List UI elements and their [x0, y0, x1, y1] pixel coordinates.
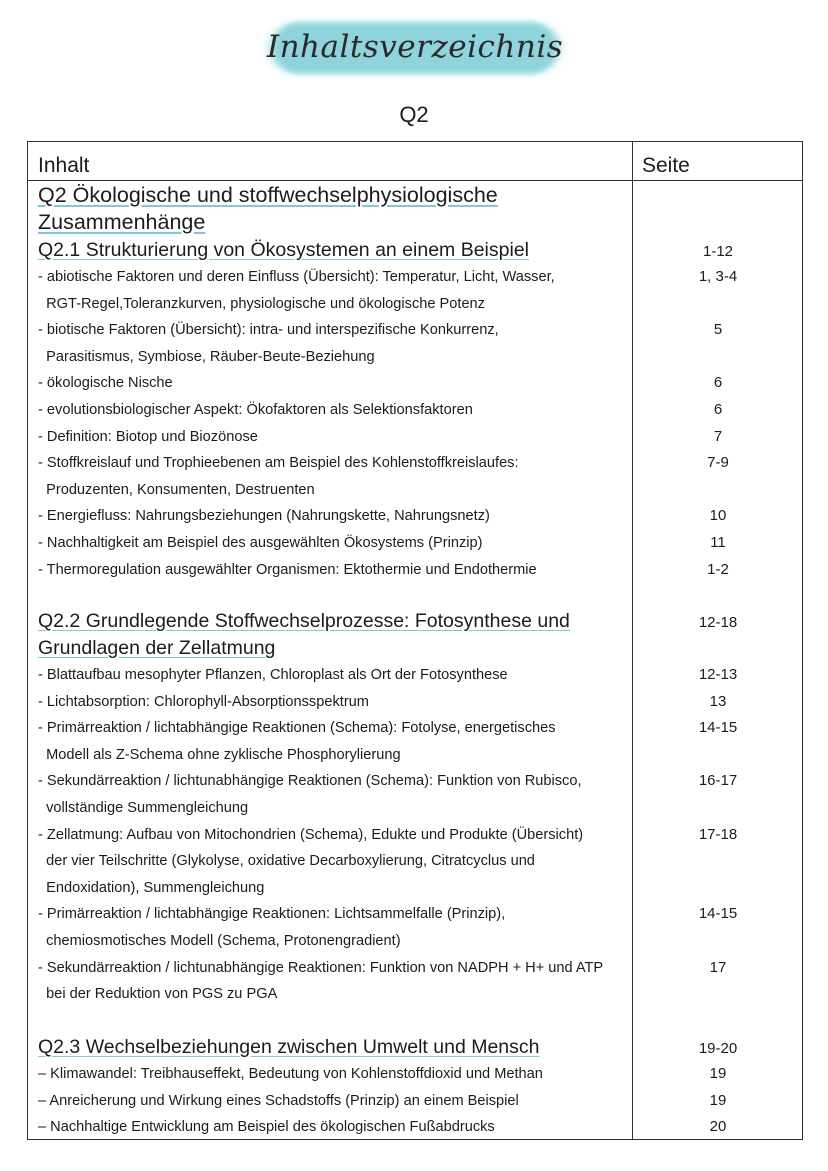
toc-entry: - Sekundärreaktion / lichtunabhängige Reaktionen: Funktion von NADPH + H+ und ATP [38, 959, 604, 976]
entry-page-number: 11 [710, 534, 726, 551]
entry-page-number: 12-13 [698, 666, 738, 683]
header-divider [28, 180, 802, 181]
section-page-number: 19-20 [698, 1040, 738, 1057]
toc-entry: – Nachhaltige Entwicklung am Beispiel des ökologischen Fußabdrucks [38, 1119, 495, 1136]
toc-entry: Endoxidation), Summengleichung [38, 879, 265, 896]
page-subtitle: Q2 [399, 102, 429, 127]
toc-entry: - Primärreaktion / lichtabhängige Reaktionen: Lichtsammelfalle (Prinzip), [38, 906, 506, 923]
toc-entry: - Stoffkreislauf und Trophieebenen am Beispiel des Kohlenstoffkreislaufes: [38, 455, 519, 472]
entry-page-number: 19 [709, 1065, 727, 1082]
toc-entry: - Definition: Biotop und Biozönose [38, 428, 258, 445]
toc-table [27, 141, 803, 1140]
entry-page-number: 1-2 [707, 560, 729, 578]
toc-entry: Parasitismus, Symbiose, Räuber-Beute-Beziehung [38, 348, 375, 365]
main-heading: Zusammenhänge [38, 210, 206, 234]
toc-entry: Produzenten, Konsumenten, Destruenten [38, 481, 315, 498]
entry-page-number: 7-9 [707, 454, 729, 472]
toc-entry: - abiotische Faktoren und deren Einfluss (Übersicht): Temperatur, Licht, Wasser, [38, 269, 555, 285]
entry-page-number: 16-17 [698, 772, 738, 790]
entry-page-number: 6 [713, 374, 723, 392]
toc-entry: - Thermoregulation ausgewählter Organismen: Ektothermie und Endothermie [38, 561, 537, 578]
section-heading: Q2.3 Wechselbeziehungen zwischen Umwelt und Mensch [38, 1036, 540, 1058]
toc-entry: - ökologische Nische [38, 375, 173, 392]
toc-entry: bei der Reduktion von PGS zu PGA [38, 986, 278, 1003]
entry-page-number: 17-18 [698, 825, 738, 843]
section-heading: Q2.1 Strukturierung von Ökosystemen an einem Beispiel [38, 239, 529, 261]
entry-page-number: 20 [709, 1118, 727, 1136]
main-heading: Q2 Ökologische und stoffwechselphysiologische [38, 183, 498, 207]
column-divider [632, 142, 633, 1139]
entry-page-number: 14-15 [698, 905, 738, 923]
toc-entry: vollständige Summengleichung [38, 800, 249, 816]
entry-page-number: 10 [709, 507, 727, 525]
toc-entry: - Nachhaltigkeit am Beispiel des ausgewählten Ökosystems (Prinzip) [38, 535, 483, 551]
section-page-number: 1-12 [702, 243, 734, 260]
toc-entry: - biotische Faktoren (Übersicht): intra- und interspezifische Konkurrenz, [38, 322, 499, 339]
entry-page-number: 6 [713, 401, 723, 418]
header-page: Seite [642, 154, 690, 177]
entry-page-number: 13 [709, 692, 727, 710]
toc-entry: - Lichtabsorption: Chlorophyll-Absorptionsspektrum [38, 693, 369, 710]
toc-entry: – Klimawandel: Treibhauseffekt, Bedeutung von Kohlenstoffdioxid und Methan [38, 1066, 543, 1082]
toc-entry: Modell als Z-Schema ohne zyklische Phosphorylierung [38, 746, 401, 763]
entry-page-number: 1, 3-4 [698, 268, 738, 285]
section-page-number: 12-18 [698, 614, 738, 631]
section-heading: Grundlagen der Zellatmung [38, 637, 276, 659]
entry-page-number: 19 [709, 1091, 727, 1109]
toc-entry: der vier Teilschritte (Glykolyse, oxidative Decarboxylierung, Citratcyclus und [38, 853, 535, 870]
toc-entry: - evolutionsbiologischer Aspekt: Ökofaktoren als Selektionsfaktoren [38, 402, 473, 418]
toc-entry: RGT-Regel,Toleranzkurven, physiologische und ökologische Potenz [38, 295, 485, 312]
toc-entry: - Energiefluss: Nahrungsbeziehungen (Nahrungskette, Nahrungsnetz) [38, 508, 490, 525]
entry-page-number: 5 [713, 321, 723, 339]
entry-page-number: 7 [713, 427, 723, 445]
toc-entry: - Primärreaktion / lichtabhängige Reaktionen (Schema): Fotolyse, energetisches [38, 720, 556, 737]
header-content: Inhalt [38, 154, 90, 177]
toc-entry: - Zellatmung: Aufbau von Mitochondrien (Schema), Edukte und Produkte (Übersicht) [38, 826, 584, 843]
entry-page-number: 17 [709, 958, 727, 976]
toc-entry: chemiosmotisches Modell (Schema, Protonengradient) [38, 933, 401, 949]
section-heading: Q2.2 Grundlegende Stoffwechselprozesse: Fotosynthese und [38, 610, 570, 632]
toc-entry: - Blattaufbau mesophyter Pflanzen, Chloroplast als Ort der Fotosynthese [38, 667, 508, 683]
toc-entry: – Anreicherung und Wirkung eines Schadstoffs (Prinzip) an einem Beispiel [38, 1092, 519, 1109]
title-banner [268, 16, 562, 78]
page-title: Inhaltsverzeichnis [266, 29, 564, 65]
entry-page-number: 14-15 [698, 719, 738, 737]
toc-entry: - Sekundärreaktion / lichtunabhängige Reaktionen (Schema): Funktion von Rubisco, [38, 773, 582, 790]
